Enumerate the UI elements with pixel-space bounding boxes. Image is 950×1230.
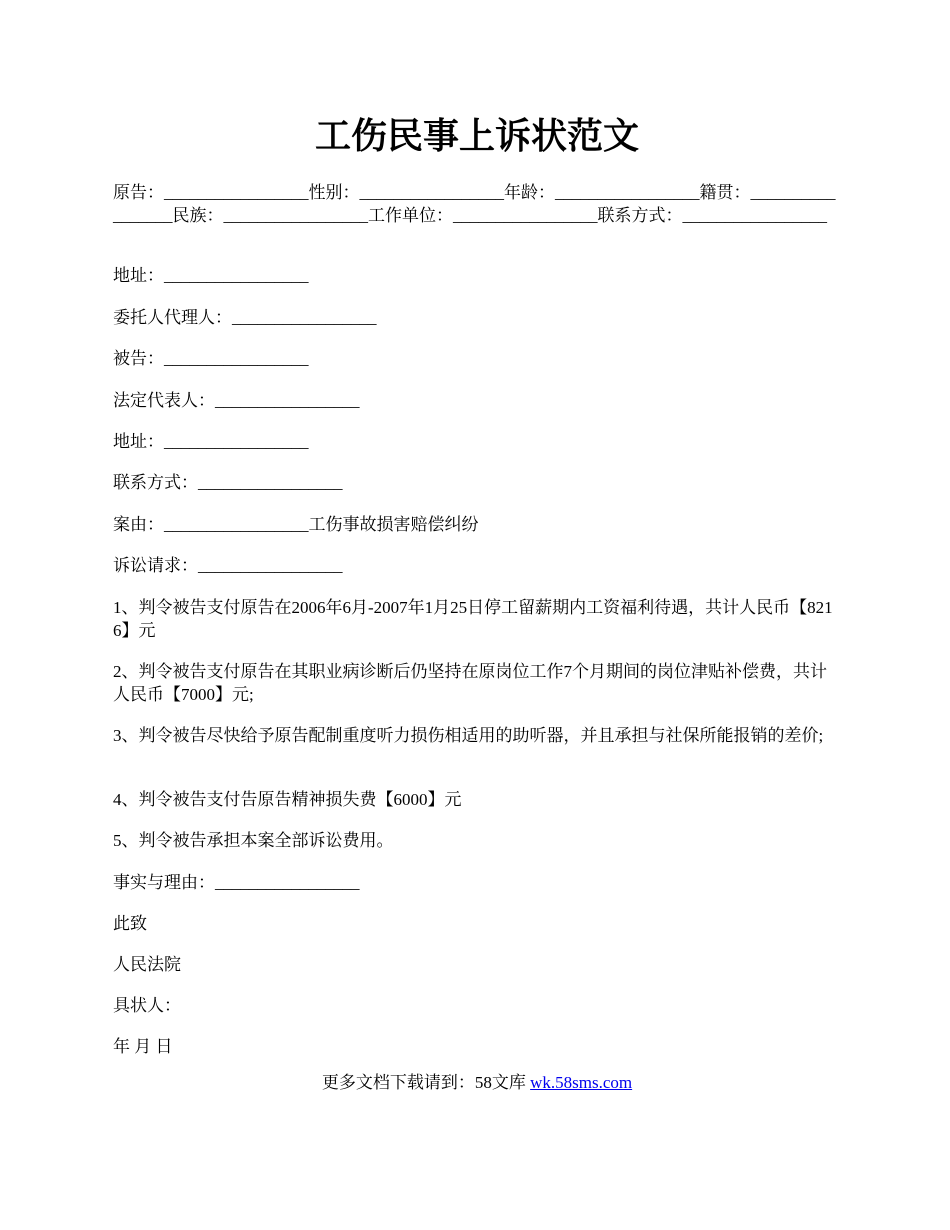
document-title: 工伤民事上诉状范文 [314,116,639,156]
legal-representative-line: 法定代表人：_________________ [113,391,360,410]
signer-line: 具状人： [113,996,181,1015]
closing-salutation: 此致 [113,914,147,933]
claim-item-4: 4、判令被告支付告原告精神损失费【6000】元 [113,790,462,809]
agent-line: 委托人代理人：_________________ [113,308,377,327]
claim-item-2: 2、判令被告支付原告在其职业病诊断后仍坚持在原岗位工作7个月期间的岗位津贴补偿费，共计人民币【7000】元; [113,662,827,704]
claim-item-5: 5、判令被告承担本案全部诉讼费用。 [113,831,394,850]
contact-line: 联系方式：_________________ [113,473,343,492]
footer [113,1071,841,1094]
claims-heading: 诉讼请求：_________________ [113,556,343,575]
footer-text: 更多文档下载请到：58文库 [321,1073,531,1092]
date-line: 年 月 日 [113,1037,173,1056]
claim-item-1: 1、判令被告支付原告在2006年6月-2007年1月25日停工留薪期内工资福利待遇，共计人民币【8216】元 [113,598,833,640]
plaintiff-address: 地址：_________________ [113,266,309,285]
cause-line: 案由：_________________工伤事故损害赔偿纠纷 [113,515,479,534]
party-info-paragraph: 原告：_________________性别：_________________年龄：_________________籍贯：_________________民族：_________________工作单位：_________________联系方式：_________________ [113,183,836,225]
claim-item-3: 3、判令被告尽快给予原告配制重度听力损伤相适用的助听器，并且承担与社保所能报销的差价; [113,726,824,745]
facts-reasons-line: 事实与理由：_________________ [113,873,360,892]
defendant-line: 被告：_________________ [113,349,309,368]
defendant-address: 地址：_________________ [113,432,309,451]
footer-link[interactable]: wk.58sms.com [530,1073,633,1092]
court-name: 人民法院 [113,955,181,974]
